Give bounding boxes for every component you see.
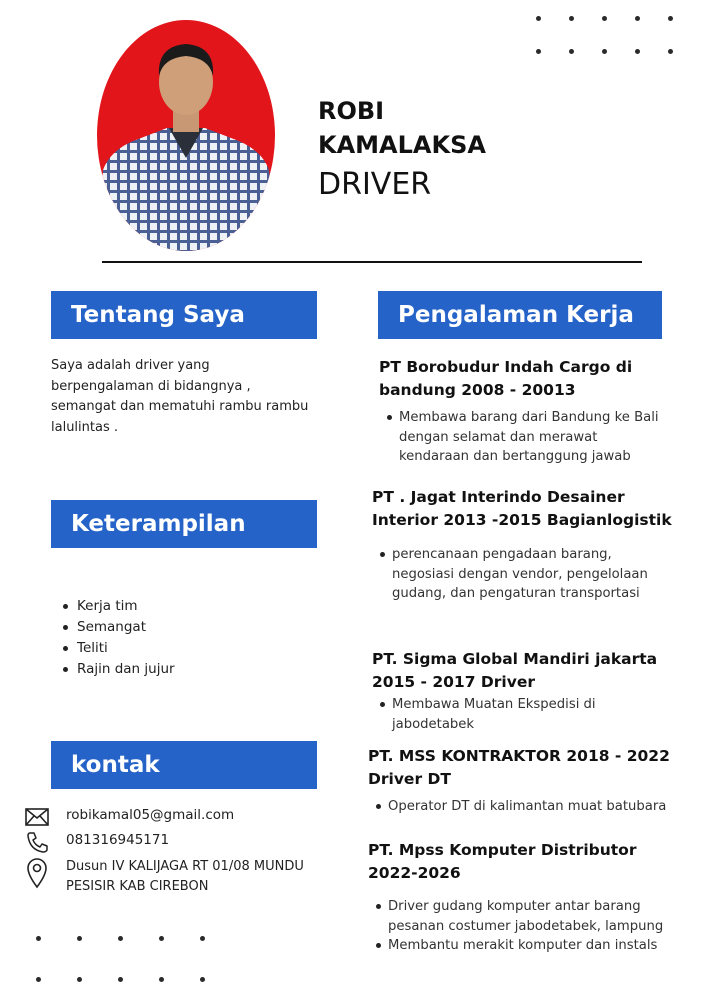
phone-icon [24, 830, 50, 854]
experience-title: PT. MSS KONTRAKTOR 2018 - 2022 Driver DT [368, 747, 670, 788]
profile-photo [97, 20, 275, 251]
experience-title: PT. Sigma Global Mandiri jakarta 2015 - 2017 Driver [372, 650, 658, 691]
experience-duties [368, 897, 688, 956]
section-heading-contact: kontak [51, 741, 317, 789]
list-item: Membantu merakit komputer dan instals [368, 936, 688, 956]
section-heading-skills: Keterampilan [51, 500, 317, 548]
contact-address-row [24, 857, 326, 897]
list-item: Operator DT di kalimantan muat batubara [368, 797, 688, 817]
experience-title: PT Borobudur Indah Cargo di bandung 2008 - 20013 [379, 358, 633, 399]
skills-list [62, 596, 175, 680]
experience-entry [368, 745, 688, 817]
list-item: Semangat [62, 617, 175, 638]
list-item: Driver gudang komputer antar barang pesanan costumer jabodetabek, lampung [368, 897, 688, 936]
list-item: Membawa barang dari Bandung ke Bali dengan selamat dan merawat kendaraan dan bertanggung jawab [379, 408, 669, 467]
list-item: Kerja tim [62, 596, 175, 617]
experience-duties [372, 695, 672, 734]
section-heading-about: Tentang Saya [51, 291, 317, 339]
experience-duties [368, 797, 688, 817]
experience-entry [372, 648, 672, 734]
contact-phone-row [24, 830, 169, 854]
list-item: perencanaan pengadaan barang, negosiasi dengan vendor, pengelolaan gudang, dan pengaturan transportasi [372, 545, 672, 604]
contact-email-row [24, 805, 234, 829]
list-item: Rajin dan jujur [62, 659, 175, 680]
about-text: Saya adalah driver yang berpengalaman di bidangnya , semangat dan mematuhi rambu rambu lalulintas . [51, 358, 309, 435]
candidate-name [318, 94, 486, 162]
experience-entry [379, 356, 669, 467]
last-name: KAMALAKSA [318, 131, 486, 159]
experience-duties [372, 545, 672, 604]
envelope-icon [24, 805, 50, 829]
experience-entry [372, 486, 672, 604]
contact-phone[interactable]: 081316945171 [66, 832, 170, 848]
experience-duties [379, 408, 669, 467]
section-heading-experience: Pengalaman Kerja [378, 291, 662, 339]
list-item: Teliti [62, 638, 175, 659]
contact-address: Dusun IV KALIJAGA RT 01/08 MUNDU PESISIR KAB CIREBON [66, 859, 304, 894]
experience-title: PT. Mpss Komputer Distributor 2022-2026 [368, 841, 637, 882]
decorative-dots-top [536, 16, 673, 54]
location-pin-icon [24, 857, 50, 889]
person-silhouette-icon [97, 20, 275, 251]
header-divider [102, 261, 642, 263]
contact-email[interactable]: robikamal05@gmail.com [66, 807, 235, 823]
list-item: Membawa Muatan Ekspedisi di jabodetabek [372, 695, 672, 734]
decorative-dots-bottom [36, 936, 205, 982]
first-name: ROBI [318, 97, 385, 125]
experience-title: PT . Jagat Interindo Desainer Interior 2013 -2015 Bagianlogistik [372, 488, 672, 529]
job-role: DRIVER [318, 167, 432, 202]
experience-entry [368, 839, 688, 956]
